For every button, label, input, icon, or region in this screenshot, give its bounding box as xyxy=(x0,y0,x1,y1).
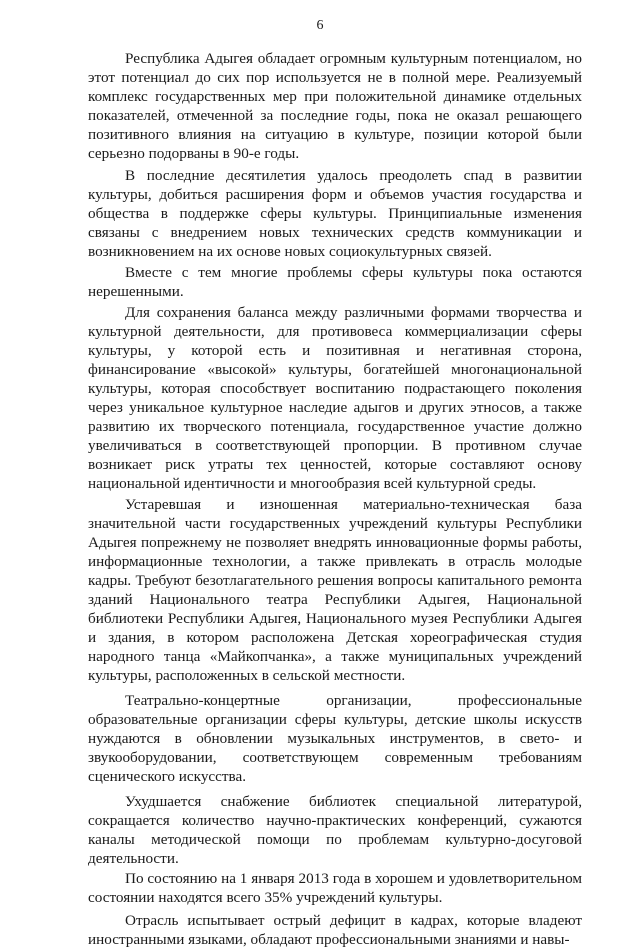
paragraph-recent-decades: В последние десятилетия удалось преодолеть спад в развитии культуры, добиться расширения форм и объемов участия государства и общества в поддержке сферы культуры. Принципиальные изменения связаны с внедрением новых технических средств коммуникации и возникновением на их основе новых социокультурных связей. xyxy=(88,167,582,260)
paragraph-cultural-potential: Республика Адыгея обладает огромным культурным потенциалом, но этот потенциал до сих пор используется не в полной мере. Реализуемый комплекс государственных мер при положительной динамике отдельных показателей, отмеченной за последние годы, пока не оказал решающего позитивного влияния на ситуацию в культуре, позиции которой были серьезно подорваны в 90-е годы. xyxy=(88,50,582,162)
paragraph-unresolved-problems: Вместе с тем многие проблемы сферы культуры пока остаются нерешенными. xyxy=(88,264,582,300)
paragraph-concert-organizations: Театрально-концертные организации, профессиональные образовательные организации сферы культуры, детские школы искусств нуждаются в обновлении музыкальных инструментов, в свето- и звукооборудовании, соответствующем современным требованиям сценического искусства. xyxy=(88,692,582,785)
document-body xyxy=(88,49,582,949)
paragraph-state-2013: По состоянию на 1 января 2013 года в хорошем и удовлетворительном состоянии находятся всего 35% учреждений культуры. xyxy=(88,870,582,906)
paragraph-staff-deficit: Отрасль испытывает острый дефицит в кадрах, которые владеют иностранными языками, обладают профессиональными знаниями и навы- xyxy=(88,912,582,948)
page-number: 6 xyxy=(316,18,324,33)
paragraph-balance: Для сохранения баланса между различными формами творчества и культурной деятельности, для противовеса коммерциализации сферы культуры, у которой есть и позитивная и негативная сторона, финансирование «высокой» культуры, богатейшей многонациональной культуры, которая способствует воспитанию подрастающего поколения через уникальное культурное наследие адыгов и других этносов, а также развитию их творческого потенциала, государственное участие должно увеличиваться в соответствующей пропорции. В противном случае возникает риск утраты тех ценностей, которые составляют основу национальной идентичности и многообразия всей культурной среды. xyxy=(88,304,582,492)
paragraph-libraries: Ухудшается снабжение библиотек специальной литературой, сокращается количество научно-практических конференций, сужаются каналы методической помощи по проблемам культурно-досуговой деятельности. xyxy=(88,793,582,867)
paragraph-material-base: Устаревшая и изношенная материально-техническая база значительной части государственных учреждений культуры Республики Адыгея попрежнему не позволяет внедрять инновационные формы работы, информационные технологии, а также привлекать в отрасль молодые кадры. Требуют безотлагательного решения вопросы капитального ремонта зданий Национального театра Республики Адыгея, Национальной библиотеки Республики Адыгея, Национального музея Республики Адыгея и здания, в котором расположена Детская хореографическая студия народного танца «Майкопчанка», а также муниципальных учреждений культуры, расположенных в сельской местности. xyxy=(88,496,582,684)
